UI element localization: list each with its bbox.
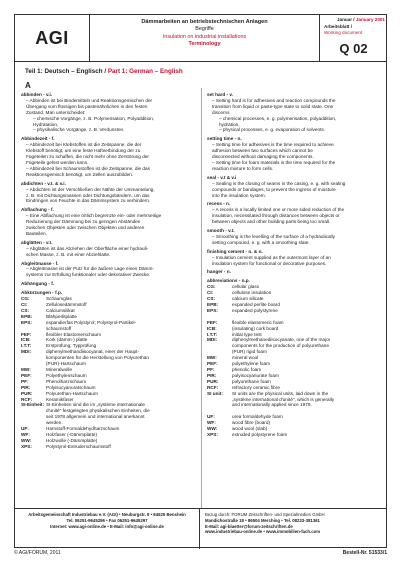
entry-text: disconnected without damaging the components. [212,154,314,160]
abbreviation-value: werden. [46,420,63,426]
abbreviation-key: PF: [207,366,215,372]
abbreviation-key: WF: [21,431,30,437]
entry [207,269,383,275]
column-divider [201,88,202,508]
agi-logo: AGI [15,15,90,61]
entry-text: adhesion between two surfaces which cannot be [212,148,313,154]
entry-head: seal - v.t & v.i [207,174,237,180]
entry-text: between objects and other building parts being too small. [212,219,331,225]
abbreviation-value: Polyurethan-Hartschaum [46,390,98,396]
abbreviation-key: CI: [21,302,28,307]
abbreviation-key: ICB: [207,325,217,331]
abbreviation-value: expanded perlite board [232,302,280,307]
abbreviation-key: CG: [207,284,216,290]
entry-text: compounds or bandages, to prevent the ingress of moisture [212,186,336,192]
abbreviation-key: CS: [21,307,30,313]
abbreviation-key: ICB: [21,337,31,343]
entry-text: – Sealing is the closing of seams in the casing, e. g. with sealing [212,180,346,186]
footer-distributor [200,509,386,549]
abbreviation-value: Polyisocyanuratschaum [46,384,96,390]
copyright: © AGI/FORUM, 2011 [14,550,61,556]
abbreviation-key: EPB: [207,302,219,307]
header-title-en: Insulation on industrial installations [162,33,247,40]
abbreviation-value: wood wool (slab) [232,426,268,432]
entry-text: Hydratation, [33,121,59,127]
entry [21,281,197,287]
entry-text: z. B. mit Dichtungsmassen oder Dichtungsbändern, um das [26,192,150,198]
abbreviation-value: (PUR)-Hartschaum [46,361,86,367]
abbreviation-key: XPS: [21,443,32,449]
abbreviation-value: flexibler Elastomerschaum [46,331,101,337]
entry-text: into the insulation system. [212,192,266,198]
abbreviation-key: PUR: [207,378,219,384]
section-letter: A [25,81,31,90]
entry-text: – Abgleitmasse ist der Putz für die äußere Lage eines Dämm- [26,266,154,272]
abbreviation-value: Phenolharzschaum [46,378,87,384]
abbreviation-key: PF: [21,378,29,384]
abbreviation-key: PIR: [207,372,217,378]
abbreviation-key: SI unit: [207,390,223,396]
document-sheet [14,14,387,548]
footer-line: Arbeitsgemeinschaft Industriebau e.V. (AGI) • Neuburgstr. 9 • 84625 Benshein [28,512,186,517]
abbreviation-value: (PUR) rigid foam [232,349,267,355]
abbreviation-key: UF: [207,414,215,420]
entry-text: Reduzierung der Dämmung bei zu geringen Abständen [26,219,141,225]
entry [21,92,197,133]
section-title: Teil 1: Deutsch – Englisch / Part 1: German – English [25,68,183,75]
abbreviation-value: Holzfaser (-Dämmplatte) [46,431,98,437]
abbreviation-key: RCF: [21,396,33,402]
abbreviation-key: FEF: [207,319,218,325]
entry [207,175,383,199]
abbreviation-value: components for the production of polyurethane [232,343,329,349]
abbreviation-key: MDI: [21,349,32,355]
footer [15,508,386,548]
abbreviation-value: mineral wool [232,355,259,361]
abbreviation-value: urea formaldehyde foam [232,414,283,420]
abbreviation-value: Erstprüfung; Typprüfung [46,343,97,349]
entry-text: reaction mixture to form cells. [212,165,274,171]
abbreviation-row [207,432,383,438]
entry-text: Reaktionsgemisch benötigt, um Zellen auszubilden. [26,171,134,177]
header-date: Januar / January 2001 [336,17,385,22]
german-column [21,92,197,453]
entry-text: insulation system for functional or decorative purposes. [212,260,327,266]
entry [207,249,383,267]
abbreviation-value: „système international d'unité", which is generally [232,396,335,402]
abbreviation-key: EPS: [21,319,32,325]
entry-head: Abbindezeit - f. [21,136,55,142]
english-column [207,92,383,441]
entry-head: set hard - v. [207,92,233,97]
abbreviation-value: Calciumsilikat [46,307,75,313]
abbreviation-value: komponenten für die Herstellung von Polyurethan [46,355,149,361]
abbreviation-key: XPS: [207,431,218,437]
abbreviation-row [21,444,197,450]
entry-text: – Setting time for foam materials is the time required for the [212,159,336,165]
entry-text: hydration, [219,121,240,127]
abbreviation-value: d'unité" festgelegten physikalischen Einheiten, die [46,408,150,414]
abbreviation-value: diphenylmethandiisocyanat, einer der Haupt- [46,349,140,355]
entry-text: – chemische Vorgänge, z. B. Polymerisation, Polyaddition, [33,115,155,121]
entry-text: – Insulation cement supplied as the outermost layer of an [212,254,331,260]
abbreviation-list [21,296,197,450]
entry-text: zwischen Objekten oder zwischen Objekten und anderen [26,225,145,231]
header-code-block [320,15,387,61]
entry-head: smooth - v.t. [207,228,235,234]
abbreviation-value: flexible elastomeric foam [232,319,284,325]
abbreviation-value: SI units are the physical units, laid down in the [232,390,329,396]
entry-text: – Abbindezeit bei Schaumstoffen ist die Zeitspanne, die das [26,165,150,171]
abbreviation-value: polyurethane foam [232,378,271,384]
abbreviation-key: UF: [21,426,29,432]
entry-text: – Abbindezeit bei Klebstoffen ist die Zeitspanne, die der [26,142,142,148]
abbreviation-key: WW: [21,437,32,443]
abbreviation-key: WF: [207,420,216,426]
abbreviation-key: PIR: [21,384,31,390]
header-subtitle-en: Terminology [188,41,221,48]
abbreviation-key: SI-Einheit: [21,402,45,408]
entry [21,181,197,205]
abbreviation-key: MW: [21,366,31,372]
abbreviation-value: wood fibre (board) [232,420,271,426]
abbreviation-value: Polyethylenschaum [46,372,87,378]
abbreviation-key: MW: [207,355,217,361]
abbreviation-key: CG: [21,296,30,302]
abbreviation-value: schaumstoff [46,325,72,331]
entry-text: Übergang vom flüssigen bis pastenähnlichen in den festen [26,103,148,109]
header-title-block [90,15,320,61]
entry [21,207,197,237]
abbreviation-value: Holzwolle (-Dämmplatte) [46,437,98,443]
abbreviation-list [207,284,383,438]
entry-text: insulation, necessitated through distances between objects or [212,213,340,219]
abbreviation-key: PUR: [21,390,33,396]
abbreviation-key: FEF: [21,331,32,337]
entry-text: – Smoothing is the levelling of the surface of a hydraulically [212,233,335,239]
abbreviation-value: initial type test [232,331,262,337]
footer-line: E-Mail: agi-blaetter@forum-zeitschriften.de [205,523,293,529]
entry-text: – physikalische Vorgänge, z. B. Verdunsten. [33,127,125,133]
entry-text: – physical processes, e. g. evaporation of solvents. [219,127,326,133]
abbreviation-value: Harnstoff-Formaldehydharzschaum [46,426,120,432]
abbreviation-value: and internationally applied since 1979. [232,402,312,408]
entry-text: Fügeteilen zu schaffen, die nicht mehr ohne Zerstörung der [26,154,149,160]
header-subtitle-de: Begriffe [195,26,214,33]
abbreviation-key: I.T.T: [207,331,218,337]
abbreviation-value: seit 1978 allgemein und international anerkannt [46,414,145,420]
footer-line: Internet: www.agi-online.de • E-Mail: info@agi-online.de [50,523,164,529]
footer-line: Tel. 06251-9645296 • Fax 06251-9645297 [66,517,148,523]
footer-line: Bezug durch: FORUM Zeitschriften- und Spezialmedien GmbH [205,512,325,517]
entry-head: abglätten - v.t. [21,239,53,245]
abbreviation-key: WW: [207,426,218,432]
header-title-de: Dämmarbeiten an betriebstechnischen Anlagen [141,19,268,25]
entry-text: Eindringen von Feuchte in das Dämmsystem zu verhindern. [26,198,151,204]
entry-head: abbreviations - n.p. [207,278,250,284]
entry-head: finishing cement - n. & n. [207,248,263,254]
abbreviation-key: RCF: [207,384,219,390]
abbreviation-value: Keramikfaser [46,396,74,402]
abbreviation-value: SI-Einheiten sind die im „système internationale [46,402,146,408]
abbreviation-value: cellular glass [232,284,260,290]
abbreviation-value: polyisocyanurate foam [232,372,279,378]
abbreviation-value: Zellulosedämmstoff [46,302,87,307]
entry-head: Abflachung - f. [21,207,54,213]
entry [21,136,197,177]
abbreviation-value: expanded polystyrene [232,307,278,313]
abbreviation-key: EPB: [21,313,33,319]
order-number: Bestell-Nr. 51533/1 [342,550,387,556]
abbreviation-key: EPS: [207,307,218,313]
abbreviation-value: refractory ceramic fibre [232,384,280,390]
abbreviation-value: calcium silicate [232,296,264,302]
entry-text: – Eine Abflachung ist eine örtlich begrenzte ein- oder mehrseitige [26,213,162,219]
entry [207,201,383,225]
abbreviation-value: diphenylmethanediisocyanate, one of the major [232,337,331,343]
entry-text: transition from liquid or paste-type state to solid state. One [212,103,334,109]
entry-head: hanger - n. [207,269,231,275]
entry [21,240,197,258]
entry-text: Bauteilen. [26,230,47,236]
footer-line: Mandichostraße 18 • 86504 Merching • Tel. 08233-381361 [205,517,320,523]
entry-text: setting compound, e. g. with a smoothing slate. [212,239,310,245]
entry-head: Abgleitmasse - f. [21,260,59,266]
abbreviation-key: CI: [207,290,214,296]
abbreviation-value: Polystyrol-Extruderschaumstoff [46,443,111,449]
entry-text: – Setting hard is for adhesives and reaction compounds the [212,97,336,103]
entry [207,92,383,133]
abbreviations [207,278,383,437]
document-code: Q 02 [339,41,368,56]
abbreviation-value: phenolic foam [232,366,262,372]
abbreviation-value: Kork (dämm-) platte [46,337,88,343]
abbreviation-value: (insulating) cork board [232,325,279,331]
entry-head: abdichten - v.t. & v.i. [21,180,66,186]
entry-text: systems zur Erfüllung funktionaler oder dekorativer Zwecke. [26,272,151,278]
entry-text: – Setting time for adhesives is the time required to achieve [212,142,334,148]
entry-text: schen Masse, z. B. mit einer Abziehlatte. [26,251,111,257]
abbreviation-key: PEF: [207,361,218,367]
abbreviation-key: I.T.T: [21,343,32,349]
abbreviation-value: Schaumglas [46,296,72,302]
entry [21,261,197,279]
abbreviation-value: extruded polystyrene foam [232,431,288,437]
abbreviation-value: expandierfas Polystyrol; Polystyrol-Partikel- [46,319,137,325]
entry-head: Abhängung - f. [21,281,55,287]
footer-line: www.industriebau-online.de • www.immobilien-fach.com [205,529,321,535]
abbreviation-value: Blähperlitplatte [46,313,78,319]
abbreviation-key: PEF: [21,372,32,378]
entry-head: abbinden - v.i. [21,92,53,97]
header [15,15,386,62]
entry-text: – Abdichten ist der Verschließen der Nähte der Ummantelung, [26,186,155,192]
abbreviation-key: CS: [207,296,216,302]
entry-text: – Abglätten ist das Abziehen der Oberfläche einer hydrauli- [26,245,149,251]
entry-text: – chemical processes, e. g. polymerisation, polyaddition, [219,115,337,121]
entry-text: discerns [212,109,230,115]
entry [207,228,383,246]
abbreviation-value: cellulose insulation [232,290,272,296]
footer-publisher [15,509,200,549]
abbreviation-key: MDI: [207,337,218,343]
header-sheet-label: Arbeitsblatt / Working document [324,24,363,35]
entry [207,136,383,171]
entry-text: – Abbinden ist bei Bindemitteln und Reaktionsgemischen der [26,97,153,103]
abbreviation-value: Mineralwolle [46,366,73,372]
entry-text: – A recess is a locally limited one or more sided reduction of the [212,207,345,213]
abbreviation-value: polyethylene foam [232,361,271,367]
entry-head: setting time - n. [207,136,242,142]
entry-text: Zustand. Man unterscheidet: [26,109,86,115]
entry-text: Fügeteile gelöst werden kann. [26,159,89,165]
entry-head: Abkürzungen - f.p. [21,290,63,296]
abbreviations [21,290,197,449]
entry-head: recess - n. [207,201,231,207]
entry-text: Klebstoff benötigt, um eine feste Haftverbindung der zu [26,148,141,154]
